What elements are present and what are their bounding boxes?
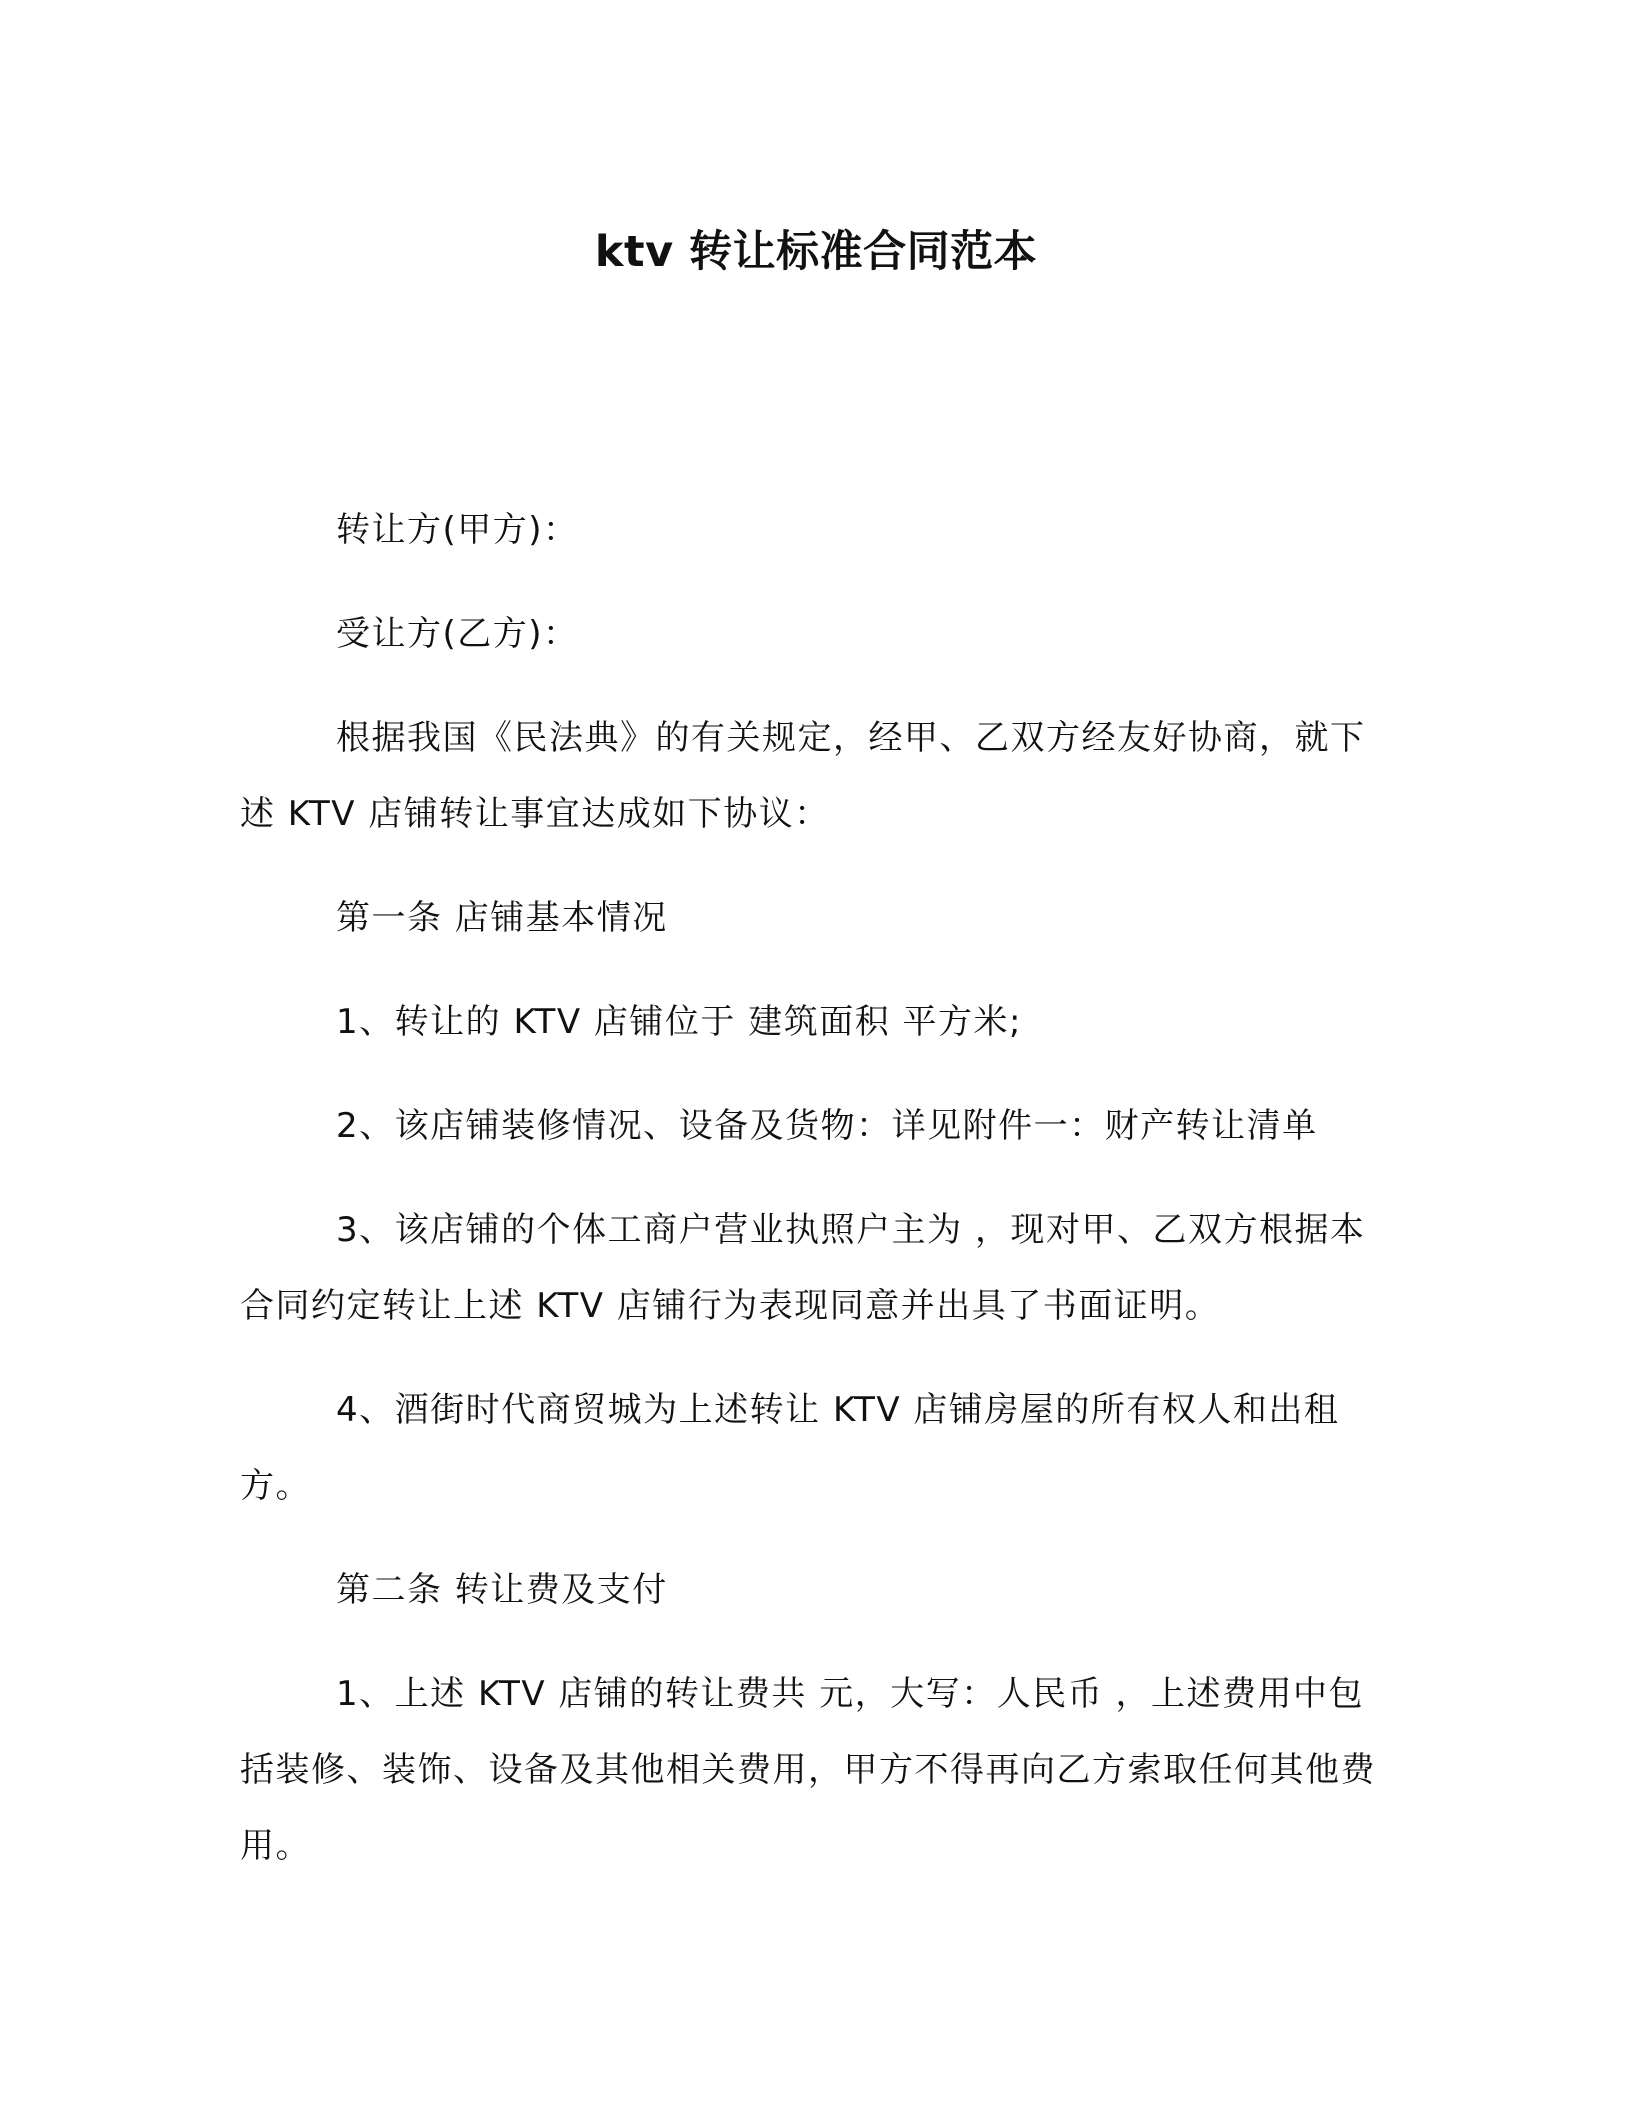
article-1-item-2: 2、该店铺装修情况、设备及货物：详见附件一：财产转让清单 xyxy=(336,1106,1318,1146)
party-a-line: 转让方(甲方)： xyxy=(336,510,579,550)
article-1-item-1: 1、转让的 KTV 店铺位于 建筑面积 平方米; xyxy=(336,1002,1022,1042)
article-1-item-4: 4、酒街时代商贸城为上述转让 KTV 店铺房屋的所有权人和出租方。 xyxy=(240,1390,1340,1506)
document-body xyxy=(240,492,1390,1912)
document-title: ktv 转让标准合同范本 xyxy=(594,227,1038,277)
article-2-heading: 第二条 转让费及支付 xyxy=(336,1570,668,1610)
preamble-paragraph: 根据我国《民法典》的有关规定，经甲、乙双方经友好协商，就下述 KTV 店铺转让事宜达成如下协议： xyxy=(240,718,1366,834)
article-1-heading: 第一条 店铺基本情况 xyxy=(336,898,668,938)
article-2-item-1: 1、上述 KTV 店铺的转让费共 元，大写：人民币 ，上述费用中包括装修、装饰、设备及其他相关费用，甲方不得再向乙方索取任何其他费用。 xyxy=(240,1674,1376,1866)
party-b-line: 受让方(乙方)： xyxy=(336,614,579,654)
article-1-item-3: 3、该店铺的个体工商户营业执照户主为 ，现对甲、乙双方根据本合同约定转让上述 KTV 店铺行为表现同意并出具了书面证明。 xyxy=(240,1210,1366,1326)
